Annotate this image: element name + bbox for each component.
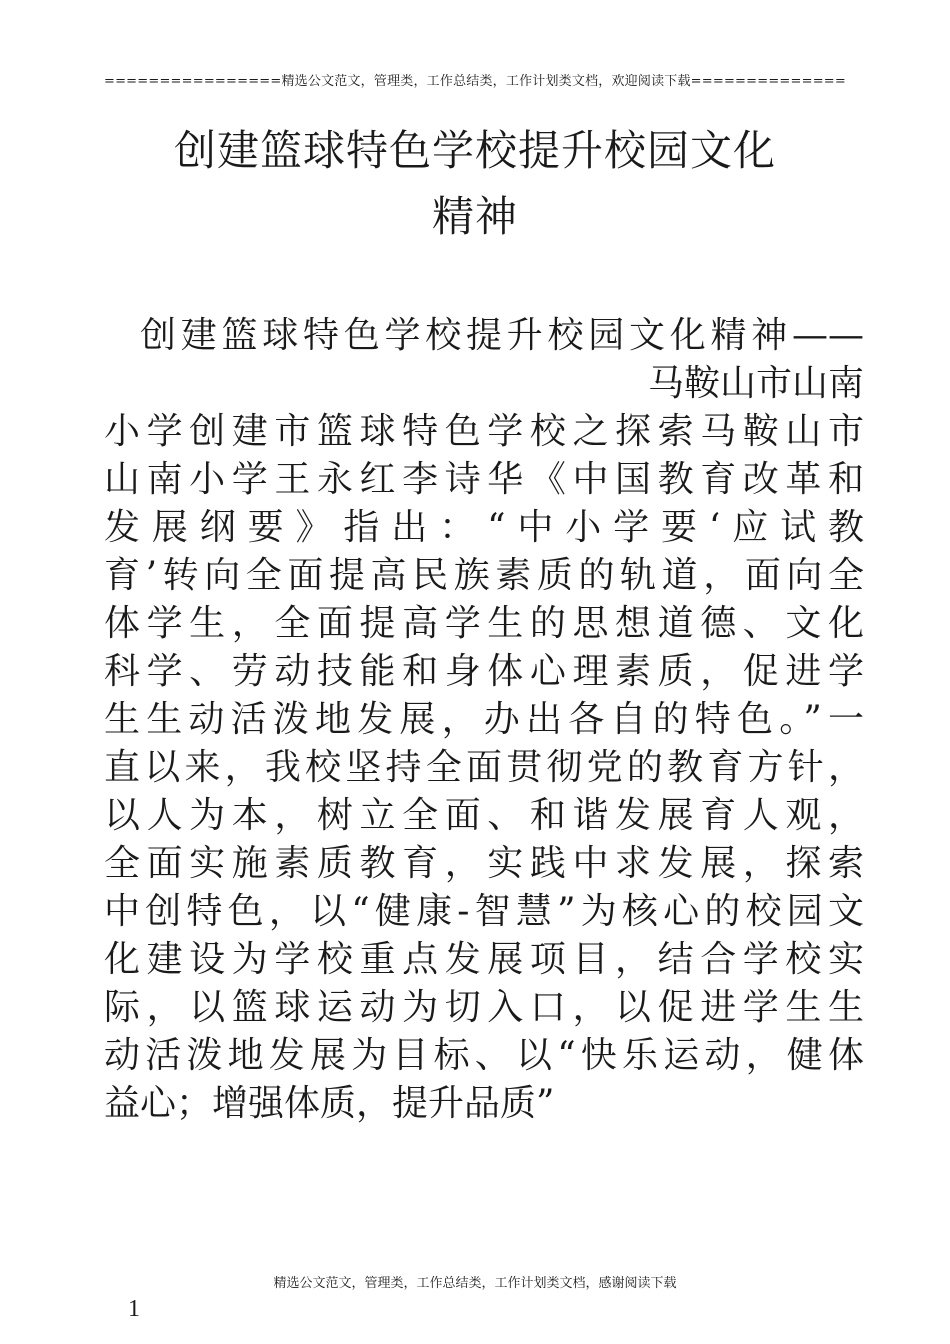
body-line: 育’转向全面提高民族素质的轨道，面向全 bbox=[104, 555, 864, 596]
body-line: 中创特色，以“健康-智慧”为核心的校园文 bbox=[104, 891, 864, 932]
body-line: 创建篮球特色学校提升校园文化精神—— bbox=[140, 315, 864, 356]
body-line: 际，以篮球运动为切入口，以促进学生生 bbox=[104, 987, 864, 1028]
body-line: 马鞍山市山南 bbox=[647, 363, 864, 404]
page-number: 1 bbox=[128, 1296, 140, 1322]
body-line: 动活泼地发展为目标、以“快乐运动，健体 bbox=[104, 1035, 864, 1076]
body-line: 全面实施素质教育，实践中求发展，探索 bbox=[104, 843, 864, 884]
page-header: ================精选公文范文，管理类，工作总结类，工作计划类文档，欢迎阅读下载============== bbox=[104, 74, 846, 89]
body-paragraph bbox=[104, 312, 864, 1128]
body-line: 山南小学王永红李诗华《中国教育改革和 bbox=[104, 459, 864, 500]
body-line: 科学、劳动技能和身体心理素质，促进学 bbox=[104, 651, 864, 692]
body-line: 化建设为学校重点发展项目，结合学校实 bbox=[104, 939, 864, 980]
document-title-line-2: 精神 bbox=[431, 192, 518, 241]
body-line: 直以来，我校坚持全面贯彻党的教育方针， bbox=[104, 747, 864, 788]
page-footer: 精选公文范文，管理类，工作总结类，工作计划类文档，感谢阅读下载 bbox=[273, 1276, 677, 1291]
body-line: 体学生，全面提高学生的思想道德、文化 bbox=[104, 603, 864, 644]
document-title bbox=[0, 118, 950, 250]
body-line: 小学创建市篮球特色学校之探索马鞍山市 bbox=[104, 411, 864, 452]
body-line: 发展纲要》指出：“中小学要‘应试教 bbox=[104, 507, 864, 548]
body-line: 生生动活泼地发展，办出各自的特色。”一 bbox=[104, 699, 864, 740]
document-title-line-1: 创建篮球特色学校提升校园文化 bbox=[173, 126, 776, 175]
body-line: 以人为本，树立全面、和谐发展育人观， bbox=[104, 795, 864, 836]
body-line: 益心；增强体质，提升品质” bbox=[104, 1083, 555, 1124]
